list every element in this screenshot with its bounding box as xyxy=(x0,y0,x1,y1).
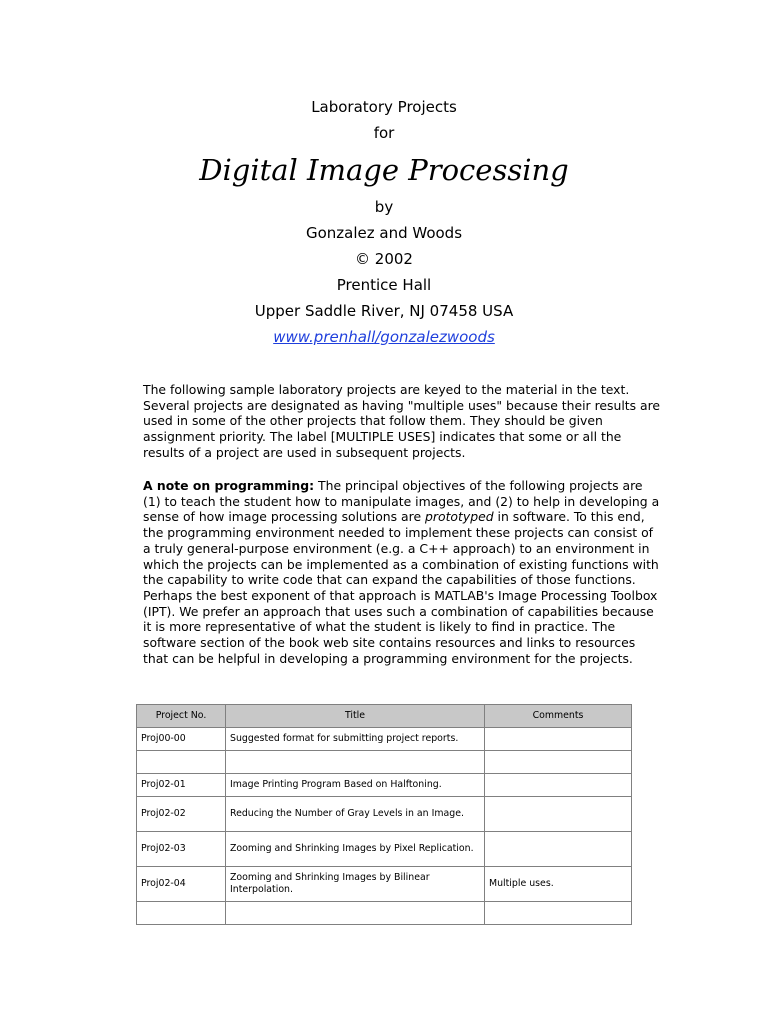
cell-title xyxy=(226,751,485,774)
cell-project-no: Proj02-03 xyxy=(137,832,226,867)
programming-note-paragraph xyxy=(143,478,663,666)
cell-project-no xyxy=(137,902,226,925)
cell-comments xyxy=(485,751,632,774)
header-comments: Comments xyxy=(485,705,632,728)
cell-project-no: Proj02-02 xyxy=(137,797,226,832)
cell-project-no xyxy=(137,751,226,774)
publisher: Prentice Hall xyxy=(336,276,432,294)
book-title: Digital Image Processing xyxy=(199,153,569,187)
authors: Gonzalez and Woods xyxy=(305,224,463,242)
cell-project-no: Proj00-00 xyxy=(137,728,226,751)
website-link[interactable]: www.prenhall/gonzalezwoods xyxy=(273,328,495,346)
website-line xyxy=(0,324,768,350)
table-row xyxy=(137,797,632,832)
programming-note-heading: A note on programming: xyxy=(143,478,315,493)
programming-note-emphasis: prototyped xyxy=(425,509,494,525)
table-row xyxy=(137,774,632,797)
cell-comments: Multiple uses. xyxy=(485,867,632,902)
cell-comments xyxy=(485,774,632,797)
heading-line-1: Laboratory Projects xyxy=(311,98,457,116)
projects-table xyxy=(136,704,632,925)
copyright: © 2002 xyxy=(355,250,413,268)
intro-paragraph: The following sample laboratory projects are keyed to the material in the text. Several projects are designated as having "multiple uses" because their results are used in some of the other projects that follow them. They should be given assignment priority. The label [MULTIPLE USES] indicates that some or all the results of a project are used in subsequent projects. xyxy=(143,382,661,460)
cell-title: Image Printing Program Based on Halftoning. xyxy=(226,774,485,797)
cell-comments xyxy=(485,902,632,925)
programming-note-text-1: The principal objectives of the following projects are (1) to teach the student how to manipulate images, and (2) to help in developing a sense of how image processing solutions are xyxy=(143,478,660,525)
address: Upper Saddle River, NJ 07458 USA xyxy=(254,302,514,320)
table-header-row xyxy=(137,705,632,728)
title-block xyxy=(0,94,768,350)
cell-title: Suggested format for submitting project reports. xyxy=(226,728,485,751)
table-row xyxy=(137,902,632,925)
header-title: Title xyxy=(226,705,485,728)
cell-comments xyxy=(485,832,632,867)
table-row xyxy=(137,867,632,902)
by-line: by xyxy=(374,198,394,216)
table-row xyxy=(137,728,632,751)
cell-title: Zooming and Shrinking Images by Pixel Replication. xyxy=(226,832,485,867)
programming-note-text-2: in software. To this end, the programming environment needed to implement these projects can consist of a truly general-purpose environment (e.g. a C++ approach) to an environment in which the projects can be implemented as a combination of existing functions with the capability to write code that can expand the capabilities of those functions. Perhaps the best exponent of that approach is MATLAB's Image Processing Toolbox (IPT). We prefer an approach that uses such a combination of capabilities because it is more representative of what the student is likely to find in practice. The software section of the book web site contains resources and links to resources that can be helpful in developing a programming environment for the projects. xyxy=(143,509,659,666)
header-project-no: Project No. xyxy=(137,705,226,728)
cell-project-no: Proj02-04 xyxy=(137,867,226,902)
cell-comments xyxy=(485,797,632,832)
cell-title: Zooming and Shrinking Images by Bilinear Interpolation. xyxy=(226,867,485,902)
cell-title xyxy=(226,902,485,925)
table-row xyxy=(137,751,632,774)
cell-comments xyxy=(485,728,632,751)
cell-title: Reducing the Number of Gray Levels in an Image. xyxy=(226,797,485,832)
heading-line-2: for xyxy=(373,124,395,142)
cell-project-no: Proj02-01 xyxy=(137,774,226,797)
table-row xyxy=(137,832,632,867)
